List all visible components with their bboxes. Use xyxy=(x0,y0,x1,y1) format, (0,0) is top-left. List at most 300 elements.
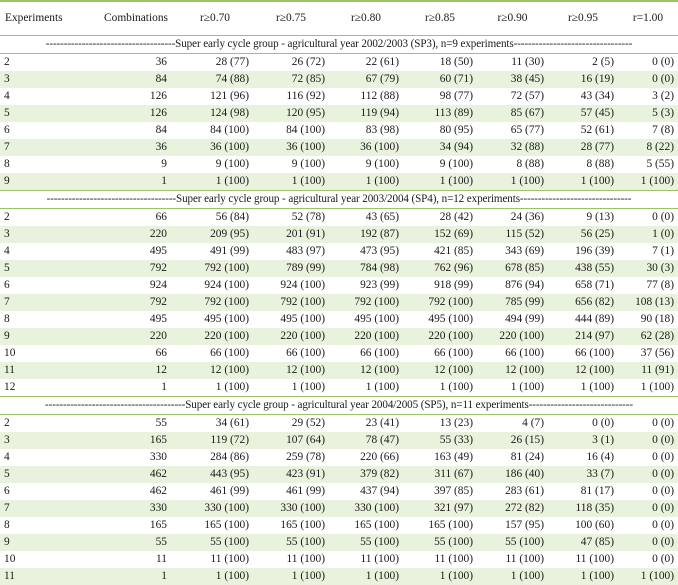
cell-experiments: 6 xyxy=(0,277,95,294)
cell-value: 1 (100) xyxy=(177,379,253,397)
cell-value: 1 (100) xyxy=(618,173,678,191)
cell-combinations: 495 xyxy=(95,243,177,260)
cell-value: 72 (85) xyxy=(253,71,329,88)
header-r-080: r≥0.80 xyxy=(329,2,403,36)
table-row xyxy=(0,54,678,72)
cell-value: 120 (95) xyxy=(253,105,329,122)
table-header-row xyxy=(0,2,678,36)
table-row xyxy=(0,88,678,105)
table-row xyxy=(0,466,678,483)
cell-combinations: 55 xyxy=(95,534,177,551)
cell-value: 483 (97) xyxy=(253,243,329,260)
cell-value: 1 (100) xyxy=(618,568,678,585)
cell-combinations: 924 xyxy=(95,277,177,294)
cell-value: 311 (67) xyxy=(403,466,477,483)
table-row xyxy=(0,328,678,345)
cell-experiments: 5 xyxy=(0,466,95,483)
cell-value: 67 (79) xyxy=(329,71,403,88)
cell-value: 0 (0) xyxy=(548,415,618,433)
cell-value: 165 (100) xyxy=(329,517,403,534)
cell-experiments: 4 xyxy=(0,449,95,466)
cell-value: 923 (99) xyxy=(329,277,403,294)
cell-value: 918 (99) xyxy=(403,277,477,294)
table-row xyxy=(0,71,678,88)
cell-value: 5 (55) xyxy=(618,156,678,173)
cell-value: 34 (61) xyxy=(177,415,253,433)
cell-value: 100 (60) xyxy=(548,517,618,534)
cell-value: 112 (88) xyxy=(329,88,403,105)
cell-value: 12 (100) xyxy=(477,362,548,379)
cell-value: 495 (100) xyxy=(403,311,477,328)
cell-value: 36 (100) xyxy=(177,139,253,156)
cell-value: 11 (100) xyxy=(477,551,548,568)
cell-value: 1 (100) xyxy=(548,173,618,191)
table-row xyxy=(0,105,678,122)
cell-value: 1 (100) xyxy=(329,173,403,191)
cell-value: 30 (3) xyxy=(618,260,678,277)
cell-combinations: 55 xyxy=(95,415,177,433)
cell-value: 1 (100) xyxy=(403,173,477,191)
cell-value: 0 (0) xyxy=(618,551,678,568)
table-row xyxy=(0,139,678,156)
table-row xyxy=(0,415,678,433)
cell-value: 792 (100) xyxy=(403,294,477,311)
table-row xyxy=(0,209,678,227)
cell-value: 55 (100) xyxy=(177,534,253,551)
cell-experiments: 8 xyxy=(0,517,95,534)
cell-value: 0 (0) xyxy=(618,500,678,517)
cell-value: 443 (95) xyxy=(177,466,253,483)
cell-value: 72 (57) xyxy=(477,88,548,105)
cell-value: 461 (99) xyxy=(177,483,253,500)
cell-value: 792 (100) xyxy=(253,294,329,311)
cell-value: 62 (28) xyxy=(618,328,678,345)
cell-combinations: 126 xyxy=(95,88,177,105)
header-r-085: r≥0.85 xyxy=(403,2,477,36)
cell-value: 7 (8) xyxy=(618,122,678,139)
cell-value: 792 (100) xyxy=(329,294,403,311)
cell-value: 57 (45) xyxy=(548,105,618,122)
table-row xyxy=(0,277,678,294)
cell-value: 220 (100) xyxy=(477,328,548,345)
cell-experiments: 11 xyxy=(0,362,95,379)
cell-value: 792 (100) xyxy=(177,260,253,277)
cell-combinations: 165 xyxy=(95,432,177,449)
cell-combinations: 1 xyxy=(95,173,177,191)
cell-value: 9 (100) xyxy=(177,156,253,173)
cell-value: 124 (98) xyxy=(177,105,253,122)
cell-value: 12 (100) xyxy=(177,362,253,379)
cell-value: 66 (100) xyxy=(403,345,477,362)
cell-value: 438 (55) xyxy=(548,260,618,277)
cell-value: 284 (86) xyxy=(177,449,253,466)
cell-value: 108 (13) xyxy=(618,294,678,311)
cell-value: 1 (100) xyxy=(477,173,548,191)
table-row xyxy=(0,260,678,277)
cell-value: 495 (100) xyxy=(177,311,253,328)
cell-value: 26 (15) xyxy=(477,432,548,449)
cell-value: 0 (0) xyxy=(618,534,678,551)
cell-value: 792 (100) xyxy=(177,294,253,311)
cell-value: 84 (100) xyxy=(253,122,329,139)
cell-value: 55 (100) xyxy=(477,534,548,551)
cell-value: 784 (98) xyxy=(329,260,403,277)
cell-combinations: 84 xyxy=(95,122,177,139)
cell-value: 81 (24) xyxy=(477,449,548,466)
cell-value: 165 (100) xyxy=(403,517,477,534)
cell-value: 220 (100) xyxy=(403,328,477,345)
cell-value: 152 (69) xyxy=(403,226,477,243)
table-row xyxy=(0,534,678,551)
cell-experiments: 8 xyxy=(0,156,95,173)
cell-value: 55 (33) xyxy=(403,432,477,449)
cell-value: 78 (47) xyxy=(329,432,403,449)
cell-value: 283 (61) xyxy=(477,483,548,500)
cell-experiments: 7 xyxy=(0,139,95,156)
cell-value: 1 (100) xyxy=(253,173,329,191)
cell-value: 423 (91) xyxy=(253,466,329,483)
cell-value: 196 (39) xyxy=(548,243,618,260)
cell-value: 24 (36) xyxy=(477,209,548,227)
group-title: ------------------------------------Super early cycle group - agricultural year 2003/2004 (SP4), n=12 experiments------------------------------- xyxy=(0,191,678,209)
cell-value: 495 (100) xyxy=(329,311,403,328)
cell-combinations: 12 xyxy=(95,362,177,379)
cell-value: 85 (67) xyxy=(477,105,548,122)
cell-experiments: 4 xyxy=(0,243,95,260)
cell-value: 272 (82) xyxy=(477,500,548,517)
cell-value: 12 (100) xyxy=(253,362,329,379)
cell-value: 9 (100) xyxy=(329,156,403,173)
cell-value: 121 (96) xyxy=(177,88,253,105)
cell-combinations: 126 xyxy=(95,105,177,122)
cell-value: 7 (1) xyxy=(618,243,678,260)
cell-value: 52 (78) xyxy=(253,209,329,227)
cell-value: 60 (71) xyxy=(403,71,477,88)
cell-experiments: 8 xyxy=(0,311,95,328)
header-r-070: r≥0.70 xyxy=(177,2,253,36)
cell-value: 66 (100) xyxy=(253,345,329,362)
group-title: ------------------------------------Super early cycle group - agricultural year 2002/2003 (SP3), n=9 experiments--------------------------------- xyxy=(0,36,678,54)
cell-value: 55 (100) xyxy=(403,534,477,551)
cell-value: 118 (35) xyxy=(548,500,618,517)
cell-value: 2 (5) xyxy=(548,54,618,72)
cell-value: 28 (42) xyxy=(403,209,477,227)
cell-value: 12 (100) xyxy=(329,362,403,379)
cell-value: 0 (0) xyxy=(618,449,678,466)
cell-experiments: 6 xyxy=(0,483,95,500)
cell-value: 1 (100) xyxy=(253,568,329,585)
cell-experiments: 5 xyxy=(0,260,95,277)
cell-value: 34 (94) xyxy=(403,139,477,156)
cell-value: 437 (94) xyxy=(329,483,403,500)
cell-value: 0 (0) xyxy=(618,415,678,433)
cell-value: 90 (18) xyxy=(618,311,678,328)
results-table xyxy=(0,2,678,585)
cell-combinations: 1 xyxy=(95,568,177,585)
table-row xyxy=(0,345,678,362)
cell-experiments: 11 xyxy=(0,568,95,585)
cell-value: 214 (97) xyxy=(548,328,618,345)
cell-value: 444 (89) xyxy=(548,311,618,328)
cell-value: 1 (100) xyxy=(177,173,253,191)
table-row xyxy=(0,243,678,260)
cell-combinations: 330 xyxy=(95,500,177,517)
cell-value: 209 (95) xyxy=(177,226,253,243)
cell-value: 81 (17) xyxy=(548,483,618,500)
header-r-100: r=1.00 xyxy=(618,2,678,36)
cell-value: 11 (100) xyxy=(177,551,253,568)
cell-combinations: 9 xyxy=(95,156,177,173)
cell-value: 762 (96) xyxy=(403,260,477,277)
cell-value: 56 (84) xyxy=(177,209,253,227)
cell-value: 1 (100) xyxy=(253,379,329,397)
cell-value: 119 (72) xyxy=(177,432,253,449)
cell-value: 491 (99) xyxy=(177,243,253,260)
table-row xyxy=(0,500,678,517)
cell-value: 495 (100) xyxy=(253,311,329,328)
cell-value: 66 (100) xyxy=(177,345,253,362)
cell-experiments: 2 xyxy=(0,415,95,433)
cell-value: 494 (99) xyxy=(477,311,548,328)
header-r-095: r≥0.95 xyxy=(548,2,618,36)
table-row xyxy=(0,551,678,568)
cell-experiments: 2 xyxy=(0,54,95,72)
cell-value: 11 (100) xyxy=(329,551,403,568)
table-body xyxy=(0,36,678,585)
cell-value: 11 (100) xyxy=(548,551,618,568)
cell-value: 66 (100) xyxy=(329,345,403,362)
group-title: ---------------------------------------Super early cycle group - agricultural year 2004/2005 (SP5), n=11 experiments----------------------------- xyxy=(0,397,678,415)
cell-value: 876 (94) xyxy=(477,277,548,294)
table-row xyxy=(0,156,678,173)
cell-combinations: 220 xyxy=(95,226,177,243)
table-row xyxy=(0,226,678,243)
cell-value: 33 (7) xyxy=(548,466,618,483)
cell-value: 165 (100) xyxy=(177,517,253,534)
table-row xyxy=(0,311,678,328)
cell-value: 421 (85) xyxy=(403,243,477,260)
cell-value: 116 (92) xyxy=(253,88,329,105)
cell-value: 163 (49) xyxy=(403,449,477,466)
cell-value: 83 (98) xyxy=(329,122,403,139)
cell-value: 113 (89) xyxy=(403,105,477,122)
cell-value: 0 (0) xyxy=(618,71,678,88)
cell-combinations: 11 xyxy=(95,551,177,568)
cell-combinations: 36 xyxy=(95,54,177,72)
cell-value: 11 (30) xyxy=(477,54,548,72)
cell-value: 1 (100) xyxy=(618,379,678,397)
cell-combinations: 330 xyxy=(95,449,177,466)
cell-value: 330 (100) xyxy=(253,500,329,517)
cell-value: 11 (100) xyxy=(253,551,329,568)
cell-value: 473 (95) xyxy=(329,243,403,260)
cell-value: 47 (85) xyxy=(548,534,618,551)
cell-value: 789 (99) xyxy=(253,260,329,277)
cell-value: 80 (95) xyxy=(403,122,477,139)
cell-value: 37 (56) xyxy=(618,345,678,362)
cell-experiments: 6 xyxy=(0,122,95,139)
cell-value: 1 (100) xyxy=(329,568,403,585)
cell-value: 8 (88) xyxy=(477,156,548,173)
cell-value: 186 (40) xyxy=(477,466,548,483)
cell-combinations: 84 xyxy=(95,71,177,88)
cell-value: 0 (0) xyxy=(618,209,678,227)
cell-value: 5 (3) xyxy=(618,105,678,122)
cell-value: 343 (69) xyxy=(477,243,548,260)
table-row xyxy=(0,173,678,191)
cell-combinations: 66 xyxy=(95,345,177,362)
cell-value: 321 (97) xyxy=(403,500,477,517)
cell-value: 98 (77) xyxy=(403,88,477,105)
cell-experiments: 7 xyxy=(0,294,95,311)
cell-value: 330 (100) xyxy=(329,500,403,517)
table-row xyxy=(0,294,678,311)
cell-value: 0 (0) xyxy=(618,483,678,500)
cell-value: 3 (2) xyxy=(618,88,678,105)
cell-value: 55 (100) xyxy=(329,534,403,551)
cell-value: 3 (1) xyxy=(548,432,618,449)
table-row xyxy=(0,122,678,139)
cell-value: 1 (100) xyxy=(403,568,477,585)
header-r-090: r≥0.90 xyxy=(477,2,548,36)
cell-value: 192 (87) xyxy=(329,226,403,243)
cell-value: 13 (23) xyxy=(403,415,477,433)
cell-value: 36 (100) xyxy=(329,139,403,156)
group-header-row xyxy=(0,191,678,209)
cell-combinations: 220 xyxy=(95,328,177,345)
cell-experiments: 10 xyxy=(0,551,95,568)
cell-value: 29 (52) xyxy=(253,415,329,433)
cell-value: 201 (91) xyxy=(253,226,329,243)
cell-value: 43 (65) xyxy=(329,209,403,227)
header-experiments: Experiments xyxy=(0,2,95,36)
cell-value: 9 (13) xyxy=(548,209,618,227)
cell-value: 220 (100) xyxy=(253,328,329,345)
table-row xyxy=(0,432,678,449)
cell-experiments: 5 xyxy=(0,105,95,122)
cell-value: 38 (45) xyxy=(477,71,548,88)
cell-value: 220 (66) xyxy=(329,449,403,466)
cell-combinations: 792 xyxy=(95,294,177,311)
cell-combinations: 495 xyxy=(95,311,177,328)
cell-value: 785 (99) xyxy=(477,294,548,311)
cell-value: 0 (0) xyxy=(618,466,678,483)
cell-value: 157 (95) xyxy=(477,517,548,534)
table-row xyxy=(0,483,678,500)
cell-value: 1 (100) xyxy=(477,568,548,585)
cell-value: 18 (50) xyxy=(403,54,477,72)
cell-experiments: 3 xyxy=(0,432,95,449)
table-row xyxy=(0,449,678,466)
cell-value: 9 (100) xyxy=(253,156,329,173)
cell-value: 1 (100) xyxy=(548,568,618,585)
cell-combinations: 36 xyxy=(95,139,177,156)
cell-value: 36 (100) xyxy=(253,139,329,156)
cell-experiments: 3 xyxy=(0,71,95,88)
cell-value: 656 (82) xyxy=(548,294,618,311)
cell-value: 397 (85) xyxy=(403,483,477,500)
cell-value: 43 (34) xyxy=(548,88,618,105)
cell-value: 8 (22) xyxy=(618,139,678,156)
cell-value: 52 (61) xyxy=(548,122,618,139)
cell-value: 9 (100) xyxy=(403,156,477,173)
cell-experiments: 10 xyxy=(0,345,95,362)
cell-experiments: 9 xyxy=(0,534,95,551)
cell-value: 330 (100) xyxy=(177,500,253,517)
cell-value: 11 (91) xyxy=(618,362,678,379)
cell-experiments: 4 xyxy=(0,88,95,105)
cell-value: 1 (100) xyxy=(177,568,253,585)
cell-value: 0 (0) xyxy=(618,54,678,72)
cell-value: 1 (0) xyxy=(618,226,678,243)
cell-value: 107 (64) xyxy=(253,432,329,449)
cell-experiments: 7 xyxy=(0,500,95,517)
cell-value: 220 (100) xyxy=(329,328,403,345)
group-header-row xyxy=(0,36,678,54)
cell-value: 66 (100) xyxy=(477,345,548,362)
cell-value: 16 (4) xyxy=(548,449,618,466)
cell-value: 115 (52) xyxy=(477,226,548,243)
cell-experiments: 2 xyxy=(0,209,95,227)
cell-value: 11 (100) xyxy=(403,551,477,568)
cell-experiments: 9 xyxy=(0,173,95,191)
cell-value: 1 (100) xyxy=(403,379,477,397)
header-combinations: Combinations xyxy=(95,2,177,36)
cell-experiments: 12 xyxy=(0,379,95,397)
cell-combinations: 66 xyxy=(95,209,177,227)
cell-experiments: 9 xyxy=(0,328,95,345)
table-row xyxy=(0,517,678,534)
cell-value: 1 (100) xyxy=(477,379,548,397)
cell-value: 119 (94) xyxy=(329,105,403,122)
cell-value: 66 (100) xyxy=(548,345,618,362)
cell-value: 0 (0) xyxy=(618,432,678,449)
cell-combinations: 792 xyxy=(95,260,177,277)
cell-combinations: 462 xyxy=(95,483,177,500)
cell-value: 658 (71) xyxy=(548,277,618,294)
cell-value: 4 (7) xyxy=(477,415,548,433)
cell-value: 28 (77) xyxy=(548,139,618,156)
cell-value: 84 (100) xyxy=(177,122,253,139)
cell-value: 56 (25) xyxy=(548,226,618,243)
header-r-075: r≥0.75 xyxy=(253,2,329,36)
cell-value: 1 (100) xyxy=(548,379,618,397)
cell-combinations: 462 xyxy=(95,466,177,483)
cell-combinations: 165 xyxy=(95,517,177,534)
cell-value: 12 (100) xyxy=(548,362,618,379)
cell-value: 8 (88) xyxy=(548,156,618,173)
group-header-row xyxy=(0,397,678,415)
table-row xyxy=(0,379,678,397)
cell-value: 74 (88) xyxy=(177,71,253,88)
cell-value: 23 (41) xyxy=(329,415,403,433)
cell-value: 28 (77) xyxy=(177,54,253,72)
cell-value: 77 (8) xyxy=(618,277,678,294)
cell-value: 55 (100) xyxy=(253,534,329,551)
cell-value: 26 (72) xyxy=(253,54,329,72)
cell-value: 0 (0) xyxy=(618,517,678,534)
cell-value: 678 (85) xyxy=(477,260,548,277)
cell-value: 65 (77) xyxy=(477,122,548,139)
cell-value: 22 (61) xyxy=(329,54,403,72)
cell-value: 165 (100) xyxy=(253,517,329,534)
cell-value: 924 (100) xyxy=(177,277,253,294)
cell-experiments: 3 xyxy=(0,226,95,243)
cell-value: 379 (82) xyxy=(329,466,403,483)
cell-value: 1 (100) xyxy=(329,379,403,397)
table-row xyxy=(0,362,678,379)
cell-value: 259 (78) xyxy=(253,449,329,466)
